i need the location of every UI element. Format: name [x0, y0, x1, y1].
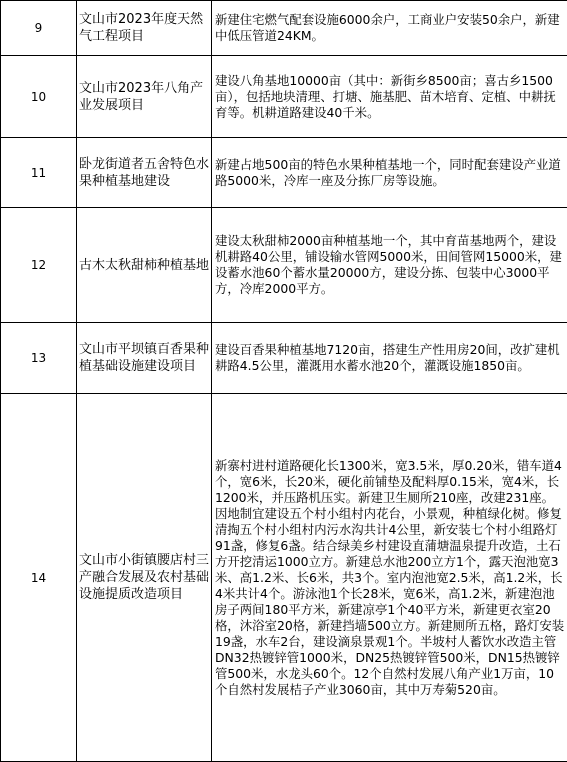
- project-content: 建设百香果种植基地7120亩，搭建生产性用房20间，改扩建机耕路4.5公里，灌溉用水蓄水池20个，灌溉设施1850亩。: [212, 323, 567, 394]
- project-name: 古木太秋甜柿种植基地: [77, 208, 212, 323]
- row-number: 11: [1, 138, 77, 208]
- row-number: 9: [1, 1, 77, 56]
- table-row: [1, 56, 567, 138]
- project-content: 新建占地500亩的特色水果种植基地一个，同时配套建设产业道路5000米，冷库一座及分拣厂房等设施。: [212, 138, 567, 208]
- project-name: 文山市小街镇腰店村三产融合发展及农村基础设施提质改造项目: [77, 394, 212, 762]
- project-name: 文山市2023年度天然气工程项目: [77, 1, 212, 56]
- table-row: [1, 138, 567, 208]
- project-content: 建设八角基地10000亩（其中：新街乡8500亩；喜古乡1500亩），包括地块清理、打塘、施基肥、苗木培育、定植、中耕抚育等。机耕道路建设40千米。: [212, 56, 567, 138]
- project-name: 文山市2023年八角产业发展项目: [77, 56, 212, 138]
- table-row: [1, 1, 567, 56]
- project-content: 新寨村进村道路硬化长1300米，宽3.5米，厚0.20米，错车道4个，宽6米，长20米，硬化前铺垫及配料厚0.15米，宽4米，长1200米，并压路机压实。新建卫生厕所210座，改建231座。因地制宜建设五个村小组村内花台，小景观，种植绿化树。修复清掏五个村小组村内污水沟共计4公里，新安装七个村小组路灯91盏，修复6盏。结合绿美乡村建设直蒲塘温泉提升改造，土石方开挖清运1000立方。新建总水池200立方1个，露天泡池宽3米、高1.2米、长6米，共3个。室内泡池宽2.5米，高1.2米，长4米共计4个。游泳池1个长28米，宽6米，高1.2米，新建泡池房子两间180平方米，新建凉亭1个40平方米，新建更衣室20格，沐浴室20格，新建挡墙500立方。新建厕所五格，路灯安装19盏，水车2台，建设滴泉景观1个。半坡村人蓄饮水改造主管DN32热镀锌管1000米，DN25热镀锌管500米，DN15热镀锌管500米，水龙头60个。12个自然村发展八角产业1万亩，10个自然村发展桔子产业3060亩，其中万寿菊520亩。: [212, 394, 567, 762]
- row-number: 13: [1, 323, 77, 394]
- table-row: [1, 394, 567, 762]
- row-number: 12: [1, 208, 77, 323]
- row-number: 10: [1, 56, 77, 138]
- project-content: 建设太秋甜柿2000亩种植基地一个，其中育苗基地两个，建设机耕路40公里，铺设输水管网5000米，田间管网15000米，建设蓄水池60个蓄水量20000方，建设分拣、包装中心3000平方，冷库2000平方。: [212, 208, 567, 323]
- table-row: [1, 323, 567, 394]
- row-number: 14: [1, 394, 77, 762]
- project-name: 文山市平坝镇百香果种植基础设施建设项目: [77, 323, 212, 394]
- table-row: [1, 208, 567, 323]
- project-content: 新建住宅燃气配套设施6000余户，工商业户安装50余户，新建中低压管道24KM。: [212, 1, 567, 56]
- project-name: 卧龙街道者五舍特色水果种植基地建设: [77, 138, 212, 208]
